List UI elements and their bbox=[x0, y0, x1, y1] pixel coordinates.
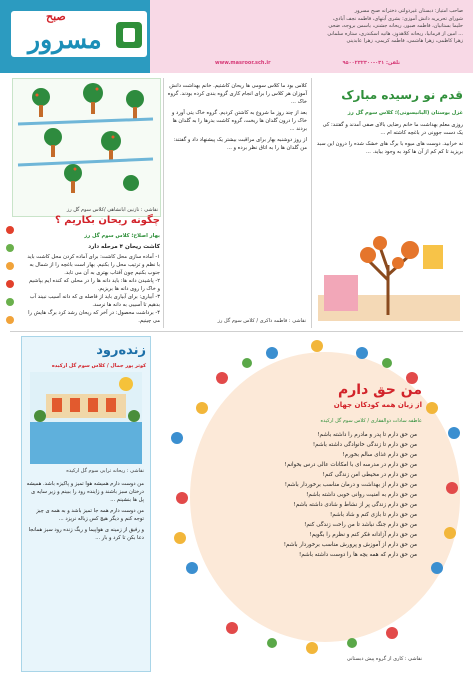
poem-line: من حق دارم به امنیت روانی خوبی داشته باشم! bbox=[306, 492, 417, 498]
staff-line: ... امین از فرمانیا، ریحانه کلاهدوز، هانیه اسکندری، ستاره سلمانی bbox=[327, 30, 463, 37]
poem-line: من حق دارم از آموزش و پرورش مناسب برخوردار باشم! bbox=[283, 542, 417, 548]
poem-line: من حق دارم غذای سالم بخورم! bbox=[342, 452, 417, 458]
staff-line: حلیما بستانیان، فاطمه صبور، ریحانه جشنی، یاسمن بروجه، ضحی bbox=[328, 23, 463, 30]
poem-title: من حق دارم bbox=[337, 382, 422, 398]
poem-panel bbox=[162, 338, 462, 668]
paragraph: نه خرابید. دوست های میوه با برگ های خشک شده را درون این سبد بریزید تا کم کم از آن ها کود به وجود بیاید. ... bbox=[316, 141, 463, 155]
staff-line: صاحب امتیاز: دبستان غیردولتی دخترانه صبح مسرور bbox=[354, 8, 463, 14]
earth-text bbox=[26, 480, 144, 542]
new-arrival-byline: غزل بوستان (البانیسونی)؛ کلاس سوم گل رز bbox=[347, 110, 463, 116]
basil-step: ۱- آماده سازی محل کاشت: برای آماده کردن محل کاشت باید با نظم و ترتیب محل را بکنیم. بهار است باغچه را از شمال به جنوب بکنیم چون آفتاب بهتری به آن می تابد. bbox=[27, 254, 160, 276]
poem-line: من حق دارم در مدرسه ای با امکانات عالی درس بخوانم! bbox=[284, 462, 417, 468]
paragraph: کلاس بود ما کلاس سومی ها ریحان کاشتیم. خانم بهداشت دانش آموزان هر کلاس را برای انجام کاری گروه بندی کرده بودند. گروه خاک ... bbox=[167, 83, 307, 105]
tree-drawing-right bbox=[318, 225, 460, 321]
landscape-drawing bbox=[30, 372, 142, 464]
earth-title: زنده‌رود bbox=[96, 343, 146, 358]
poem-line: من حق دارم تا پدر و مادرم را داشته باشم! bbox=[317, 432, 417, 438]
website-link[interactable]: www.masroor.sch.ir bbox=[215, 60, 271, 66]
logo-prefix: صبح bbox=[46, 10, 66, 23]
poem-line: من حق دارم زندگی پر از نشاط و شادی داشته باشم! bbox=[293, 502, 417, 508]
column-divider bbox=[163, 78, 164, 328]
logo-title: مسرور bbox=[28, 25, 102, 54]
earth-drawing bbox=[30, 372, 142, 464]
paragraph: بعد از چند روز ما شروع به کاشتن کردیم. گروه خاک یتی آورد و خاک را درون گلدان ها ریخت، گروه کاشت بذرها را به گلدان ها بردند ... bbox=[171, 110, 307, 132]
basil-title: چگونه ریحان بکاریم ؟ bbox=[54, 215, 160, 226]
column-divider bbox=[311, 78, 312, 328]
poem-subtitle: از زبان همه کودکان جهان bbox=[333, 401, 422, 409]
paragraph: از روز دوشنبه بهار برای مراقبت بیشتر یک پیشنهاد داد و گفتند: من گلدان ها را به اتاق نظر برده و ... bbox=[173, 137, 307, 151]
basil-steps bbox=[26, 253, 160, 325]
school-logo-icon bbox=[116, 22, 142, 48]
paragraph: من دوست دارم همیشه هوا تمیز و پاکیزه باشد. همیشه درختان سبز باشند و زاینده رود را ببینم و زیر سایه ی پل ها بنشینم ... bbox=[26, 481, 144, 503]
poem-line: من حق دارم از بهداشت و درمان مناسب برخوردار باشم! bbox=[284, 482, 417, 488]
staff-line: شورای تحریریه دانش آموزی: بشری آبتهای، فاطمه نجف آبادی، bbox=[332, 15, 463, 22]
basil-step: ۳- آبیاری: برای آبیاری باید از فاصله ی که دانه آسیب نبیند آب بدهیم تا آسیبی به دانه ها نرسد. bbox=[29, 294, 160, 308]
paragraph: و رفیق از زمینه ی هواپیما و ریگ زنده رود سیز همانجا دعا بکن تا کرد و بار ... bbox=[28, 527, 144, 541]
new-arrival-caption: نقاشی : فاطمه ذاکری / کلاس سوم گل رز bbox=[217, 318, 306, 324]
vegetable-border bbox=[4, 220, 17, 345]
paragraph: من دوست دارم همه جا تمیز باشد و به همه ی چیز توجه کنم و دیگر هیچ کس زباله نریزد ... bbox=[36, 508, 144, 522]
drawing-caption: نقاشی : نازنین ابانشاهی /کلاس سوم گل رز bbox=[66, 207, 158, 213]
basil-byline: بهار اصلاح؛ کلاس سوم گل رز bbox=[84, 233, 160, 239]
staff-credits bbox=[158, 8, 463, 46]
class-activity-text bbox=[167, 82, 307, 152]
poem-line: من حق دارم جنگ نباشد تا من راحت زندگی کنم! bbox=[304, 522, 417, 528]
earth-drawing-caption: نقاشی : ریحانه ترابی سوم گل ارکیده bbox=[66, 468, 144, 474]
poem-line: من حق دارم در محیطی امن زندگی کنم! bbox=[322, 472, 417, 478]
basil-step: ۲- پاشیدن دانه ها: باید دانه ها را در محلی که کنده ایم بپاشیم و خاک را روی دانه ها بریزیم. bbox=[28, 278, 160, 292]
paragraph: روزی معلم بهداشت ما خانم رضایی بالای صفی آمدند و گفتند: کی یک دست جوونی در باغچه کاشته ام ... bbox=[322, 122, 463, 136]
basil-subtitle: کاشت ریحان ۴ مرحله دارد bbox=[88, 244, 160, 250]
poem-line: من حق دارم تا زندگی خانوادگی داشته باشم! bbox=[312, 442, 417, 448]
autumn-tree-icon bbox=[318, 225, 460, 321]
new-arrival-title: قدم نو رسیده مبارک bbox=[341, 88, 463, 102]
tree-drawing bbox=[13, 79, 160, 216]
phone-number: تلفن: ۰۳۱-۹۵۰۰۲۳۲۳۰۰ bbox=[342, 60, 400, 66]
poem-line: من حق دارم آزادانه فکر کنم و نظرم را بگویم! bbox=[309, 532, 417, 538]
earth-byline: کوثر پور جمال / کلاس سوم گل ارکیده bbox=[51, 363, 146, 369]
new-arrival-text bbox=[315, 121, 463, 156]
poem-author: عاطفه سادات ذوالفقاری / کلاس سوم گل ارکیده bbox=[320, 418, 422, 424]
poem-caption: نقاشی : کاری از گروه پیش دبستانی bbox=[346, 656, 422, 662]
poem-line: من حق دارم تا بازی کنم و شاد باشم! bbox=[330, 512, 417, 518]
vegetable-icon bbox=[4, 220, 17, 345]
poem-lines bbox=[237, 430, 417, 560]
poem-line: من حق دارم که همه بچه ها را دوست داشته باشم! bbox=[299, 552, 417, 558]
staff-line: زهرا کاظمی، زهرا هاشمی، فاطمه کریمی، زهرا عابدینی bbox=[346, 38, 463, 45]
section-divider bbox=[10, 331, 463, 332]
basil-step: ۴- برداشت محصول: در آخر که ریحان رشد کرد برگ هایش را می چینیم. bbox=[28, 310, 160, 324]
drawing-panel-top bbox=[12, 78, 161, 217]
